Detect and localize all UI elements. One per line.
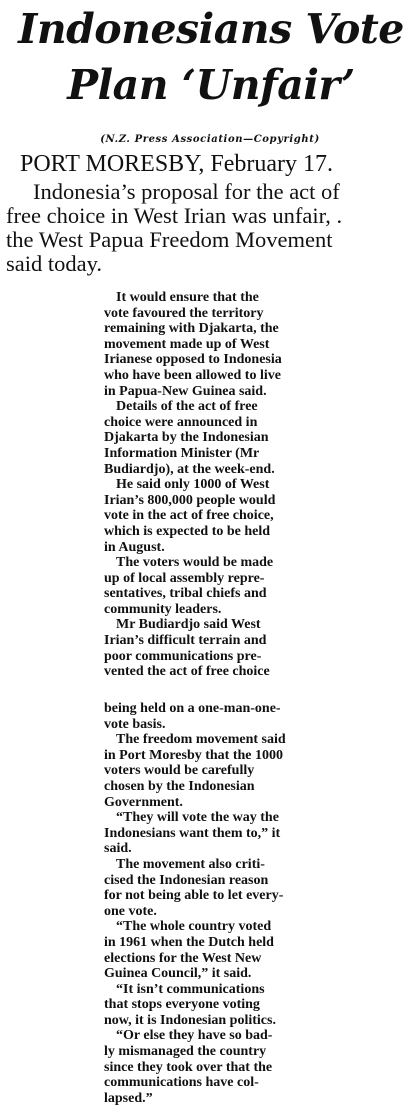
lede-paragraph <box>6 180 416 276</box>
dateline: PORT MORESBY, February 17. <box>20 151 334 177</box>
body-line: in 1961 when the Dutch held <box>104 934 274 950</box>
body-line: remaining with Djakarta, the <box>104 321 279 337</box>
body-line: Irian’s difficult terrain and <box>104 633 267 649</box>
body-line: being held on a one-man-one- <box>104 701 281 716</box>
body-line: movement made up of West <box>104 336 270 352</box>
body-line: lapsed.” <box>104 1090 153 1106</box>
body-line: community leaders. <box>104 601 222 617</box>
body-line: vote basis. <box>104 716 166 732</box>
headline-line-1: Indonesians Vote <box>18 5 404 53</box>
body-line: “They will vote the way the <box>116 810 279 826</box>
body-line: sentatives, tribal chiefs and <box>104 586 267 602</box>
body-line: poor communications pre- <box>104 648 262 664</box>
body-line: since they took over that the <box>104 1059 273 1075</box>
body-line: He said only 1000 of West <box>116 477 270 493</box>
body-line: “Or else they have so bad- <box>116 1028 273 1044</box>
body-line: one vote. <box>104 903 157 919</box>
body-line: cised the Indonesian reason <box>104 872 269 888</box>
body-line: for not being able to let every- <box>104 888 284 904</box>
lede-line: the West Papua Freedom Movement <box>6 227 333 252</box>
body-line: The voters would be made <box>116 555 274 571</box>
body-line: that stops everyone voting <box>104 997 260 1013</box>
body-line: which is expected to be held <box>104 523 271 539</box>
body-line: vented the act of free choice <box>104 664 270 680</box>
body-line: Mr Budiardjo said West <box>116 617 261 633</box>
body-line: It would ensure that the <box>116 290 259 305</box>
body-line: Irian’s 800,000 people would <box>104 492 276 508</box>
body-line: The movement also criti- <box>116 856 265 872</box>
headline-line-2: Plan ‘Unfair’ <box>67 61 355 109</box>
body-line: vote favoured the territory <box>104 305 264 321</box>
body-line: vote in the act of free choice, <box>104 508 274 524</box>
body-line: now, it is Indonesian politics. <box>104 1012 276 1028</box>
article-body-block-2 <box>104 701 318 1106</box>
body-line: in Papua-New Guinea said. <box>104 383 267 399</box>
lede-line: said today. <box>6 251 103 276</box>
body-line: up of local assembly repre- <box>104 570 265 586</box>
body-line: The freedom movement said <box>116 732 286 748</box>
body-line: elections for the West New <box>104 950 262 966</box>
body-line: who have been allowed to live <box>104 367 281 383</box>
body-line: Indonesians want them to,” it <box>104 825 281 841</box>
body-line: “The whole country voted <box>116 919 272 935</box>
press-credit: (N.Z. Press Association—Copyright) <box>100 134 320 145</box>
body-line: chosen by the Indonesian <box>104 778 255 794</box>
body-line: Government. <box>104 794 183 810</box>
body-line: said. <box>104 841 132 857</box>
body-line: ly mismanaged the country <box>104 1044 267 1060</box>
body-line: in August. <box>104 539 165 555</box>
body-line: voters would be carefully <box>104 763 255 779</box>
body-line: Information Minister (Mr <box>104 445 260 461</box>
body-line: Budiardjo), at the week-end. <box>104 461 275 477</box>
body-line: Details of the act of free <box>116 399 258 415</box>
body-line: Djakarta by the Indonesian <box>104 430 269 446</box>
body-line: communications have col- <box>104 1075 259 1091</box>
article-body-block-1 <box>104 290 318 680</box>
body-line: choice were announced in <box>104 414 258 430</box>
body-line: “It isn’t communications <box>116 981 265 997</box>
body-line: Guinea Council,” it said. <box>104 966 252 982</box>
lede-line: free choice in West Irian was unfair, . <box>6 203 343 228</box>
lede-line: Indonesia’s proposal for the act of <box>33 179 340 204</box>
body-line: Irianese opposed to Indonesia <box>104 352 282 368</box>
body-line: in Port Moresby that the 1000 <box>104 747 283 763</box>
